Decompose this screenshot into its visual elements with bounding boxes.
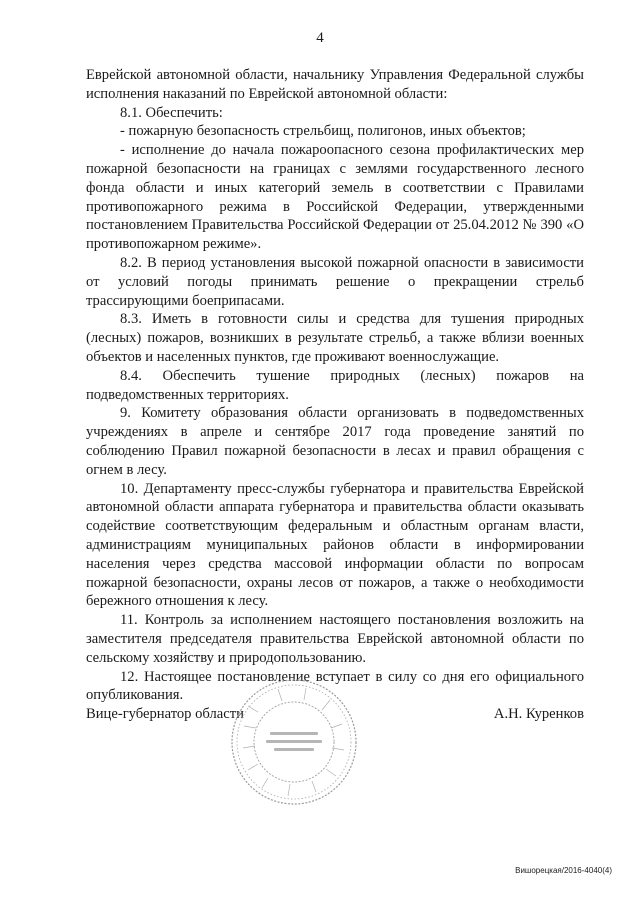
body-text xyxy=(86,66,584,705)
paragraph-8-4: 8.4. Обеспечить тушение природных (лесных) пожаров на подведомственных территориях. xyxy=(86,367,584,403)
paragraph-11: 11. Контроль за исполнением настоящего постановления возложить на заместителя председателя правительства Еврейской автономной области по сельскому хозяйству и природопользованию. xyxy=(86,612,584,666)
paragraph-10: 10. Департаменту пресс-службы губернатора и правительства Еврейской автономной области аппарата губернатора и правительства области оказывать содействие соответствующим федеральным и областным органам власти, администрациям муниципальных районов области в информировании населения через средства массовой информации области по вопросам пожарной безопасности, охраны лесов от пожаров, а также о необходимости бережного отношения к лесу. xyxy=(86,480,584,610)
signer-title: Вице-губернатор области xyxy=(86,706,244,722)
paragraph-8-1: 8.1. Обеспечить: xyxy=(120,104,223,121)
paragraph-9: 9. Комитету образования области организовать в подведомственных учреждениях в апреле и сентябре 2017 года проведение занятий по соблюдению Правил пожарной безопасности в лесах и правил обращения с огнем в лесу. xyxy=(86,405,584,478)
paragraph-8-3: 8.3. Иметь в готовности силы и средства для тушения природных (лесных) пожаров, возникших в результате стрельб, а также вблизи военных объектов и населенных пунктов, где проживают военнослужащие. xyxy=(86,311,584,365)
document-registration-code: Вишорецкая/2016-4040(4) xyxy=(515,866,612,875)
paragraph-8-1-item-2: - исполнение до начала пожароопасного сезона профилактических мер пожарной безопасности на границах с землями государственного лесного фонда области и иных категорий земель в соответствии с Правилами противопожарного режима в Российской Федерации, утвержденными постановлением Правительства Российской Федерации от 25.04.2012 № 390 «О противопожарном режиме». xyxy=(86,142,584,253)
paragraph-12: 12. Настоящее постановление вступает в силу со дня его официального опубликования. xyxy=(86,668,584,704)
official-seal-stamp-icon xyxy=(228,676,360,808)
signer-name: А.Н. Куренков xyxy=(493,706,584,722)
paragraph-continuation: Еврейской автономной области, начальнику Управления Федеральной службы исполнения наказаний по Еврейской автономной области: xyxy=(86,67,584,102)
page-number: 4 xyxy=(316,30,324,46)
paragraph-8-2: 8.2. В период установления высокой пожарной опасности в зависимости от условий погоды принимать решение о прекращении стрельб трассирующими боеприпасами. xyxy=(86,254,584,309)
paragraph-8-1-item-1: - пожарную безопасность стрельбищ, полигонов, иных объектов; xyxy=(120,123,526,140)
